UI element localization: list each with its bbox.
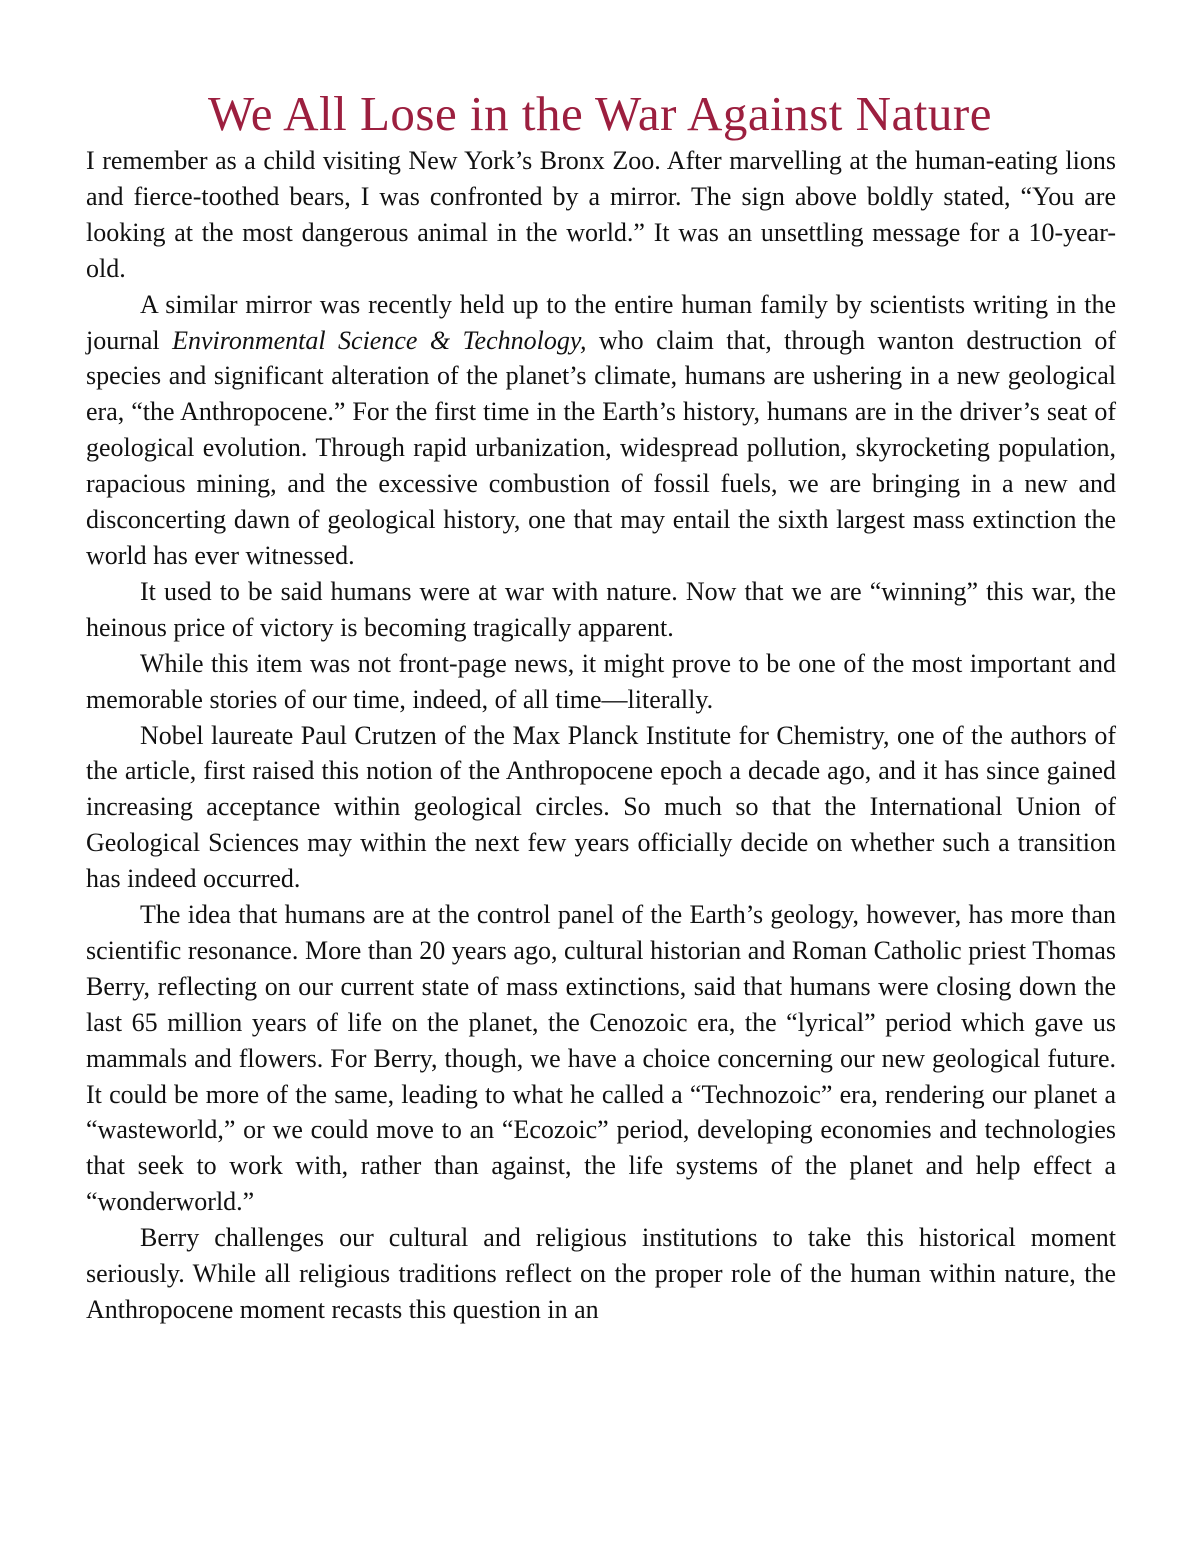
paragraph-3: It used to be said humans were at war with nature. Now that we are “winning” this war, the heinous price of victory is becoming tragically apparent. <box>86 576 1116 642</box>
paragraph-6: The idea that humans are at the control panel of the Earth’s geology, however, has more than scientific resonance. More than 20 years ago, cultural historian and Roman Catholic priest Thomas Berry, reflecting on our current state of mass extinctions, said that humans were closing down the last 65 million years of life on the planet, the Cenozoic era, the “lyrical” period which gave us mammals and flowers. For Berry, though, we have a choice concerning our new geological future. It could be more of the same, leading to what he called a “Technozoic” era, rendering our planet a “wasteworld,” or we could move to an “Ecozoic” period, developing economies and technologies that seek to work with, rather than against, the life systems of the planet and help effect a “wonderworld.” <box>86 900 1116 1217</box>
paragraph-4: While this item was not front-page news, it might prove to be one of the most important and memorable stories of our time, indeed, of all time—literally. <box>86 648 1116 714</box>
journal-name: Environmental Science & Technology, <box>172 325 587 355</box>
paragraph-2-text-a: A similar mirror was recently held up to the entire human family by scientists writing in the journal <box>86 289 1116 355</box>
page-title: We All Lose in the War Against Nature <box>207 86 992 141</box>
paragraph-2-text-b: who claim that, through wanton destruction of species and significant alteration of the planet’s climate, humans are ushering in a new geological era, “the Anthropocene.” For the first time in the Earth’s history, humans are in the driver’s seat of geological evolution. Through rapid urbanization, widespread pollution, skyrocketing population, rapacious mining, and the excessive combustion of fossil fuels, we are bringing in a new and disconcerting dawn of geological history, one that may entail the sixth largest mass extinction the world has ever witnessed. <box>86 325 1116 570</box>
paragraph-5: Nobel laureate Paul Crutzen of the Max Planck Institute for Chemistry, one of the authors of the article, first raised this notion of the Anthropocene epoch a decade ago, and it has since gained increasing acceptance within geological circles. So much so that the International Union of Geological Sciences may within the next few years officially decide on whether such a transition has indeed occurred. <box>86 720 1116 894</box>
paragraph-7: Berry challenges our cultural and religious institutions to take this historical moment seriously. While all religious traditions reflect on the proper role of the human within nature, the Anthropocene moment recasts this question in an <box>86 1223 1116 1324</box>
paragraph-2 <box>86 287 1116 574</box>
article-body <box>86 143 1116 1328</box>
paragraph-1: I remember as a child visiting New York’s Bronx Zoo. After marvelling at the human-eating lions and fierce-toothed bears, I was confronted by a mirror. The sign above boldly stated, “You are looking at the most dangerous animal in the world.” It was an unsettling message for a 10-year-old. <box>86 146 1116 283</box>
